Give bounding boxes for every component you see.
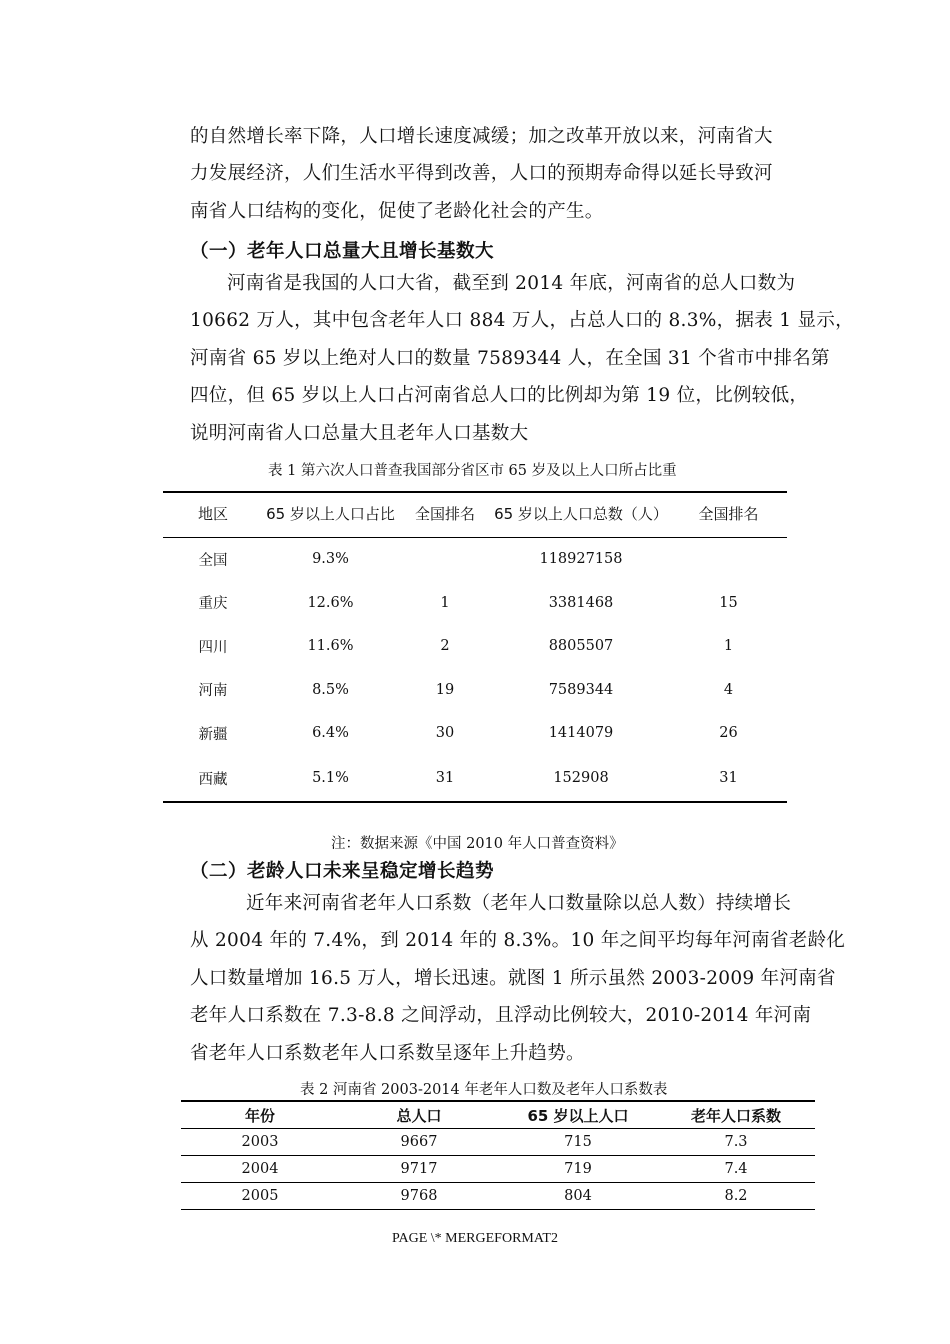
table-cell: 31 [398,755,492,802]
table-cell: 5.1% [263,755,398,802]
table-cell: 1 [440,594,450,611]
table-cell: 11.6% [307,638,354,655]
table-cell: 719 [499,1156,657,1183]
table2-caption: 表 2 河南省 2003-2014 年老年人口数及老年人口系数表 [300,1082,668,1098]
text-line: 力发展经济，人们生活水平得到改善，人口的预期寿命得以延长导致河 [190,163,773,185]
table-1 [163,491,787,803]
table-header-row [181,1101,815,1129]
text-line: 10662 万人，其中包含老年人口 884 万人，占总人口的 8.3%，据表 1 显示， [190,310,854,332]
table-cell: 31 [670,755,787,802]
column-header: 老年人口系数 [657,1101,815,1129]
table-cell: 四川 [198,639,228,656]
table-cell [670,537,787,581]
table-cell: 30 [435,725,455,742]
table-cell: 7.3 [657,1129,815,1156]
text-line: 省老年人口系数老年人口系数呈逐年上升趋势。 [190,1042,585,1064]
table-row [163,668,787,712]
section-heading-2: （二）老龄人口未来呈稳定增长趋势 [190,861,495,882]
table-cell: 8.5% [312,681,349,698]
table-cell: 2 [440,638,450,655]
table-row [163,537,787,581]
table-cell: 8805507 [548,638,614,655]
text-line: 四位，但 65 岁以上人口占河南省总人口的比例却为第 19 位，比例较低， [190,385,809,407]
table1-source-note: 注：数据来源《中国 2010 年人口普查资料》 [331,836,624,852]
table-cell: 重庆 [198,596,228,613]
table-row [181,1183,815,1210]
table-cell: 26 [719,725,738,742]
table-cell [398,537,492,581]
column-header: 全国排名 [670,492,787,537]
table-cell: 1 [723,638,734,655]
table-row [163,712,787,756]
table1-caption: 表 1 第六次人口普查我国部分省区市 65 岁及以上人口所占比重 [268,463,677,479]
page-footer: PAGE \* MERGEFORMAT2 [392,1231,558,1246]
table-cell: 2003 [181,1129,339,1156]
table-cell: 9.3% [312,551,349,568]
table-cell: 1414079 [548,725,614,742]
table-header-row [163,492,787,537]
column-header: 年份 [181,1101,339,1129]
table-cell: 全国 [198,552,228,569]
table-cell: 新疆 [198,726,228,743]
table-row [181,1156,815,1183]
table-cell: 4 [723,681,734,698]
text-line: 老年人口系数在 7.3-8.8 之间浮动，且浮动比例较大，2010-2014 年河南 [190,1005,812,1027]
table-cell: 804 [499,1183,657,1210]
table-cell: 8.2 [657,1183,815,1210]
text-line: 说明河南省人口总量大且老年人口基数大 [190,422,529,444]
table-cell: 15 [719,594,738,611]
text-line: 河南省 65 岁以上绝对人口的数量 7589344 人，在全国 31 个省市中排名第 [190,347,830,369]
table-cell: 2004 [181,1156,339,1183]
column-header: 65 岁以上人口占比 [263,492,398,537]
table-cell: 152908 [492,755,670,802]
table-cell: 9717 [339,1156,499,1183]
table-cell: 6.4% [312,725,349,742]
column-header: 65 岁以上人口 [499,1101,657,1129]
table-cell: 西藏 [163,755,263,802]
table-cell: 12.6% [307,594,354,611]
text-line: 的自然增长率下降，人口增长速度减缓；加之改革开放以来，河南省大 [190,126,773,147]
column-header: 总人口 [339,1101,499,1129]
table-cell: 118927158 [539,551,623,568]
table-cell: 19 [435,681,455,698]
text-line: 从 2004 年的 7.4%，到 2014 年的 8.3%。10 年之间平均每年河南省老龄化 [190,930,846,952]
table-cell: 河南 [198,683,228,700]
section1-paragraph [190,265,854,452]
intro-paragraph [190,118,810,230]
table-row [163,625,787,669]
section2-paragraph [190,885,846,1072]
table-cell: 9768 [339,1183,499,1210]
table-cell: 9667 [339,1129,499,1156]
text-line: 南省人口结构的变化，促使了老龄化社会的产生。 [190,200,604,222]
table-row [163,755,787,802]
table-row [181,1129,815,1156]
table-cell: 3381468 [548,594,614,611]
column-header: 65 岁以上人口总数（人） [492,492,670,537]
column-header: 地区 [163,492,263,537]
table-cell: 7.4 [657,1156,815,1183]
text-line: 河南省是我国的人口大省，截至到 2014 年底，河南省的总人口数为 [227,273,796,294]
table-cell: 7589344 [548,681,614,698]
text-line: 人口数量增加 16.5 万人，增长迅速。就图 1 所示虽然 2003-2009 年河南省 [190,967,836,989]
table-2 [181,1100,815,1210]
column-header: 全国排名 [398,492,492,537]
text-line: 近年来河南省老年人口系数（老年人口数量除以总人数）持续增长 [246,893,792,914]
table-cell: 715 [499,1129,657,1156]
table-cell: 2005 [181,1183,339,1210]
table-row [163,581,787,625]
section-heading-1: （一）老年人口总量大且增长基数大 [190,241,495,262]
